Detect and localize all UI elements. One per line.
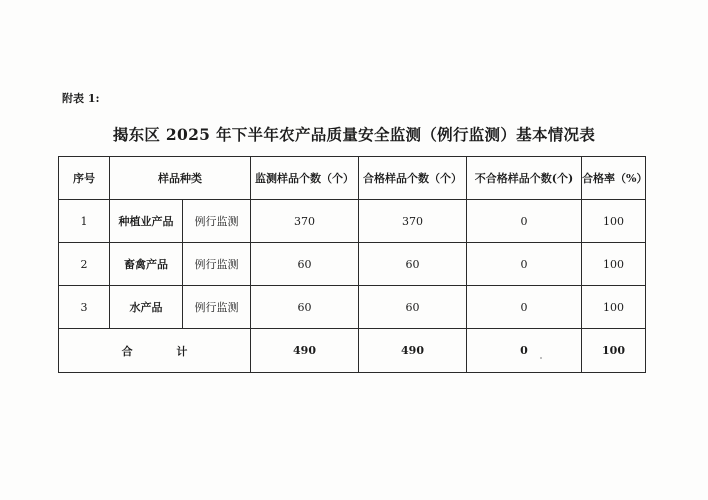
statistics-table xyxy=(58,156,646,373)
row-unqualified: 0 xyxy=(467,286,582,329)
header-unqualified: 不合格样品个数(个) xyxy=(467,157,582,200)
page-title: 揭东区 2025 年下半年农产品质量安全监测（例行监测）基本情况表 xyxy=(112,125,596,144)
row-index: 2 xyxy=(59,243,110,286)
table-total-row xyxy=(59,329,646,373)
row-qualified: 370 xyxy=(359,200,467,243)
total-rate: 100 xyxy=(582,329,646,373)
header-rate: 合格率（%） xyxy=(582,157,646,200)
table-row xyxy=(59,200,646,243)
row-monitor-type: 例行监测 xyxy=(183,200,251,243)
row-monitored: 60 xyxy=(251,286,359,329)
row-rate: 100 xyxy=(582,286,646,329)
table-row xyxy=(59,243,646,286)
total-label: 合 计 xyxy=(59,329,251,373)
total-qualified: 490 xyxy=(359,329,467,373)
header-index: 序号 xyxy=(59,157,110,200)
row-unqualified: 0 xyxy=(467,243,582,286)
total-monitored: 490 xyxy=(251,329,359,373)
total-unqualified: 0 xyxy=(467,329,582,373)
table-header-row xyxy=(59,157,646,200)
header-category: 样品种类 xyxy=(110,157,251,200)
table-row xyxy=(59,286,646,329)
row-category: 种植业产品 xyxy=(110,200,183,243)
row-index: 1 xyxy=(59,200,110,243)
row-category: 水产品 xyxy=(110,286,183,329)
scan-speck xyxy=(540,357,542,359)
row-qualified: 60 xyxy=(359,243,467,286)
row-monitor-type: 例行监测 xyxy=(183,286,251,329)
row-category: 畜禽产品 xyxy=(110,243,183,286)
attachment-label: 附表 1: xyxy=(62,92,100,105)
row-monitored: 370 xyxy=(251,200,359,243)
row-monitored: 60 xyxy=(251,243,359,286)
row-rate: 100 xyxy=(582,243,646,286)
row-unqualified: 0 xyxy=(467,200,582,243)
row-index: 3 xyxy=(59,286,110,329)
row-rate: 100 xyxy=(582,200,646,243)
header-monitored: 监测样品个数（个） xyxy=(251,157,359,200)
row-monitor-type: 例行监测 xyxy=(183,243,251,286)
header-qualified: 合格样品个数（个） xyxy=(359,157,467,200)
row-qualified: 60 xyxy=(359,286,467,329)
